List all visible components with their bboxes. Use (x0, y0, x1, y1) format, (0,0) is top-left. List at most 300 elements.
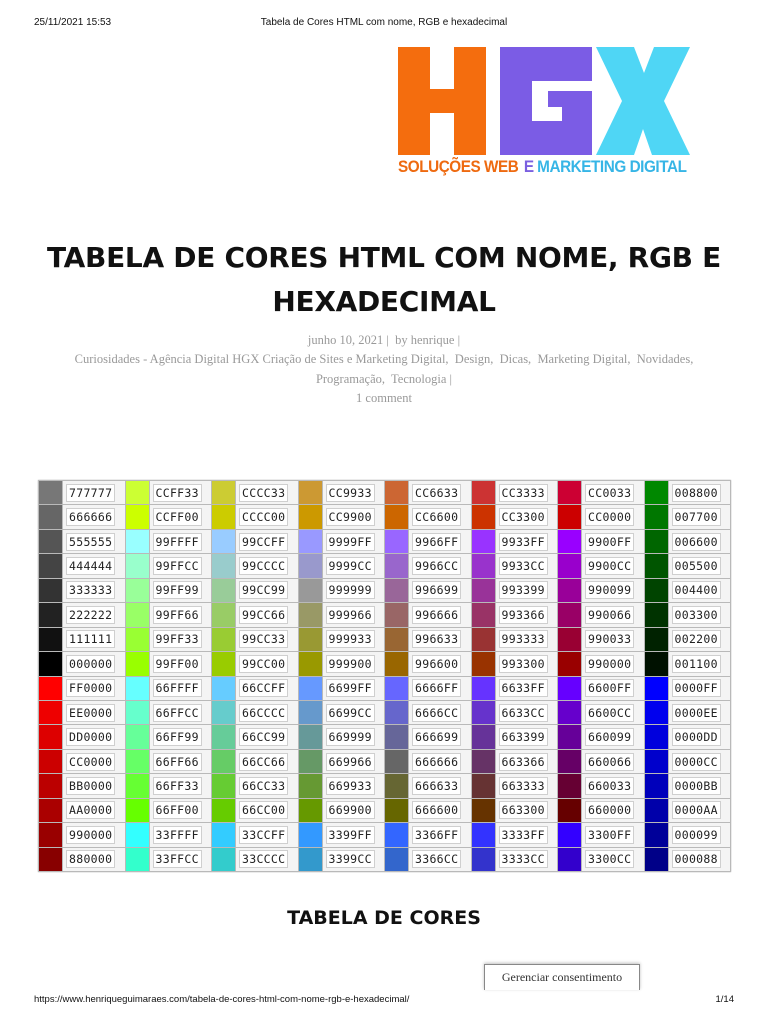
color-hex-cell (409, 676, 472, 700)
color-hex-code: AA0000 (66, 801, 115, 819)
post-meta-categories (30, 350, 738, 369)
color-hex-cell (63, 823, 126, 847)
color-swatch (212, 603, 236, 627)
color-hex-code: 666666 (412, 753, 461, 771)
color-hex-cell (149, 700, 212, 724)
color-swatch (644, 774, 668, 798)
color-hex-code: 9933CC (499, 557, 548, 575)
color-swatch (212, 481, 236, 505)
logo-tagline (398, 157, 687, 185)
color-hex-cell (236, 578, 299, 602)
color-swatch (298, 847, 322, 871)
color-hex-cell (582, 749, 645, 773)
color-hex-code: 9900FF (585, 533, 634, 551)
color-hex-cell (582, 774, 645, 798)
color-hex-cell (409, 481, 472, 505)
color-hex-code: 660099 (585, 728, 634, 746)
color-swatch (212, 505, 236, 529)
color-hex-code: 66CCCC (239, 704, 288, 722)
color-swatch (385, 700, 409, 724)
color-swatch (558, 749, 582, 773)
color-hex-cell (149, 823, 212, 847)
color-hex-code: 3366CC (412, 850, 461, 868)
color-hex-cell (236, 505, 299, 529)
print-doc-title: Tabela de Cores HTML com nome, RGB e hexadecimal (260, 17, 508, 28)
color-hex-cell (236, 627, 299, 651)
color-hex-code: DD0000 (66, 728, 115, 746)
color-hex-cell (409, 652, 472, 676)
color-hex-code: 990000 (66, 826, 115, 844)
color-swatch (39, 725, 63, 749)
color-swatch (212, 700, 236, 724)
color-hex-cell (495, 505, 558, 529)
color-hex-code: 993333 (499, 630, 548, 648)
color-hex-code: 66FF00 (153, 801, 202, 819)
color-table-row (39, 774, 731, 798)
color-hex-cell (63, 847, 126, 871)
color-hex-cell (495, 652, 558, 676)
color-swatch (558, 529, 582, 553)
category-link-novidades[interactable]: Novidades, (636, 352, 694, 366)
logo-tagline-part3: MARKETING DIGITAL (537, 157, 687, 176)
color-swatch (385, 652, 409, 676)
color-table-row (39, 627, 731, 651)
color-hex-cell (63, 700, 126, 724)
color-hex-cell (149, 505, 212, 529)
color-hex-code: 999966 (326, 606, 375, 624)
color-table-image (38, 480, 731, 872)
color-swatch (125, 603, 149, 627)
color-swatch (471, 823, 495, 847)
color-swatch (558, 554, 582, 578)
color-hex-code: 990033 (585, 630, 634, 648)
color-swatch (125, 823, 149, 847)
color-hex-code: 007700 (672, 508, 721, 526)
color-hex-cell (409, 603, 472, 627)
color-swatch (471, 774, 495, 798)
color-table-row (39, 749, 731, 773)
color-table (38, 480, 731, 872)
color-hex-code: 6666FF (412, 679, 461, 697)
color-hex-cell (236, 823, 299, 847)
color-hex-code: CC3333 (499, 484, 548, 502)
color-hex-cell (149, 652, 212, 676)
color-swatch (644, 749, 668, 773)
color-swatch (644, 627, 668, 651)
color-hex-cell (668, 603, 731, 627)
print-page-number: 1/14 (715, 994, 734, 1005)
color-swatch (644, 578, 668, 602)
color-hex-code: BB0000 (66, 777, 115, 795)
color-swatch (644, 505, 668, 529)
color-hex-code: CC9933 (326, 484, 375, 502)
color-hex-cell (149, 749, 212, 773)
color-hex-cell (63, 554, 126, 578)
color-hex-code: 33CCCC (239, 850, 288, 868)
color-swatch (298, 578, 322, 602)
color-swatch (558, 481, 582, 505)
color-hex-cell (236, 554, 299, 578)
color-swatch (298, 603, 322, 627)
consent-button[interactable]: Gerenciar consentimento (484, 964, 640, 990)
color-swatch (39, 529, 63, 553)
color-hex-cell (582, 529, 645, 553)
color-hex-code: 66FFCC (153, 704, 202, 722)
color-swatch (298, 700, 322, 724)
color-hex-cell (668, 481, 731, 505)
color-hex-code: 666600 (412, 801, 461, 819)
color-hex-code: 9966CC (412, 557, 461, 575)
logo-letter-g (500, 47, 592, 155)
color-swatch (385, 676, 409, 700)
color-hex-code: 9900CC (585, 557, 634, 575)
color-hex-cell (322, 847, 385, 871)
color-swatch (212, 529, 236, 553)
color-swatch (558, 774, 582, 798)
color-swatch (558, 627, 582, 651)
color-swatch (385, 847, 409, 871)
color-hex-code: 66CC33 (239, 777, 288, 795)
color-table-row (39, 725, 731, 749)
color-hex-cell (582, 554, 645, 578)
color-swatch (39, 823, 63, 847)
color-hex-cell (149, 847, 212, 871)
category-link-marketing-digital[interactable]: Marketing Digital, (537, 352, 631, 366)
color-hex-code: 0000CC (672, 753, 721, 771)
color-hex-cell (63, 505, 126, 529)
hgx-logo-letters (398, 47, 690, 155)
color-swatch (39, 578, 63, 602)
color-hex-cell (149, 554, 212, 578)
color-hex-cell (495, 554, 558, 578)
color-hex-code: 33FFFF (153, 826, 202, 844)
color-hex-cell (63, 676, 126, 700)
color-hex-code: 99CCFF (239, 533, 288, 551)
color-hex-cell (63, 652, 126, 676)
color-hex-code: 005500 (672, 557, 721, 575)
color-hex-cell (322, 505, 385, 529)
color-hex-cell (409, 700, 472, 724)
color-hex-cell (668, 578, 731, 602)
color-hex-cell (495, 529, 558, 553)
color-table-row (39, 554, 731, 578)
color-hex-code: 66CC66 (239, 753, 288, 771)
color-hex-cell (582, 578, 645, 602)
color-hex-cell (236, 749, 299, 773)
color-swatch (39, 627, 63, 651)
print-header (0, 17, 768, 31)
color-swatch (298, 481, 322, 505)
logo-letter-h (398, 47, 486, 155)
color-hex-code: 6600CC (585, 704, 634, 722)
category-link-tecnologia[interactable]: Tecnologia (391, 372, 447, 386)
color-hex-cell (582, 627, 645, 651)
color-swatch (471, 847, 495, 871)
color-hex-cell (63, 798, 126, 822)
color-swatch (558, 652, 582, 676)
color-swatch (125, 505, 149, 529)
color-swatch (471, 798, 495, 822)
print-url: https://www.henriqueguimaraes.com/tabela-de-cores-html-com-nome-rgb-e-hexadecimal/ (34, 994, 410, 1005)
color-hex-cell (236, 774, 299, 798)
color-hex-cell (63, 749, 126, 773)
color-swatch (125, 481, 149, 505)
category-link-curiosidades[interactable]: Curiosidades - Agência Digital HGX Criação de Sites e Marketing Digital, (74, 352, 449, 366)
print-datetime: 25/11/2021 15:53 (34, 17, 112, 28)
color-hex-code: CCFF00 (153, 508, 202, 526)
color-hex-cell (495, 676, 558, 700)
color-hex-code: 3333FF (499, 826, 548, 844)
color-swatch (558, 505, 582, 529)
color-hex-code: 660033 (585, 777, 634, 795)
color-hex-cell (582, 603, 645, 627)
color-hex-code: CCCC00 (239, 508, 288, 526)
color-table-row (39, 529, 731, 553)
post-meta-categories-2: Programação, Tecnologia | (315, 372, 453, 386)
color-hex-code: 990066 (585, 606, 634, 624)
color-hex-cell (668, 554, 731, 578)
color-hex-cell (495, 481, 558, 505)
color-swatch (471, 554, 495, 578)
color-hex-cell (322, 725, 385, 749)
color-table-row (39, 481, 731, 505)
color-hex-code: 99CC99 (239, 581, 288, 599)
color-hex-cell (322, 554, 385, 578)
color-hex-code: 999933 (326, 630, 375, 648)
color-swatch (471, 725, 495, 749)
color-hex-cell (63, 578, 126, 602)
color-swatch (471, 578, 495, 602)
color-hex-cell (495, 725, 558, 749)
color-table-row (39, 652, 731, 676)
color-hex-code: 669900 (326, 801, 375, 819)
section-heading: TABELA DE CORES (287, 907, 481, 929)
color-swatch (298, 505, 322, 529)
color-swatch (644, 676, 668, 700)
color-hex-cell (495, 603, 558, 627)
color-swatch (212, 847, 236, 871)
color-hex-code: 3399FF (326, 826, 375, 844)
color-hex-cell (668, 774, 731, 798)
color-swatch (385, 798, 409, 822)
color-swatch (471, 481, 495, 505)
color-hex-cell (149, 774, 212, 798)
color-hex-code: 99FF00 (153, 655, 202, 673)
color-hex-cell (668, 798, 731, 822)
color-hex-code: 6666CC (412, 704, 461, 722)
color-hex-cell (495, 798, 558, 822)
color-hex-code: 444444 (66, 557, 115, 575)
color-hex-cell (63, 627, 126, 651)
color-swatch (558, 700, 582, 724)
color-hex-code: 9999FF (326, 533, 375, 551)
color-hex-code: 99CC66 (239, 606, 288, 624)
color-swatch (125, 652, 149, 676)
color-swatch (385, 823, 409, 847)
color-hex-code: 990000 (585, 655, 634, 673)
color-swatch (298, 798, 322, 822)
color-hex-cell (63, 529, 126, 553)
color-hex-cell (322, 798, 385, 822)
color-swatch (385, 603, 409, 627)
color-hex-code: 999999 (326, 581, 375, 599)
color-swatch (385, 529, 409, 553)
color-hex-cell (582, 847, 645, 871)
color-hex-code: CC9900 (326, 508, 375, 526)
article-title: TABELA DE CORES HTML COM NOME, RGB E HEXADECIMAL (47, 241, 721, 318)
color-hex-code: 3366FF (412, 826, 461, 844)
color-hex-cell (668, 749, 731, 773)
color-hex-code: 0000FF (672, 679, 721, 697)
color-hex-cell (149, 603, 212, 627)
color-hex-code: 996633 (412, 630, 461, 648)
color-hex-code: 99FF66 (153, 606, 202, 624)
color-hex-code: 0000AA (672, 801, 721, 819)
color-swatch (644, 823, 668, 847)
comments-link[interactable]: 1 comment (356, 391, 412, 405)
color-swatch (125, 798, 149, 822)
color-hex-code: 6600FF (585, 679, 634, 697)
color-table-row (39, 847, 731, 871)
color-hex-cell (495, 749, 558, 773)
color-table-row (39, 603, 731, 627)
color-hex-cell (582, 823, 645, 847)
color-hex-code: CC0000 (585, 508, 634, 526)
color-swatch (212, 578, 236, 602)
color-swatch (385, 749, 409, 773)
color-swatch (125, 749, 149, 773)
color-swatch (212, 554, 236, 578)
category-link-design[interactable]: Design, (454, 352, 494, 366)
color-hex-cell (409, 578, 472, 602)
color-hex-code: 66FF99 (153, 728, 202, 746)
color-hex-cell (409, 725, 472, 749)
color-hex-code: 000088 (672, 850, 721, 868)
color-swatch (385, 481, 409, 505)
color-hex-cell (409, 554, 472, 578)
color-swatch (212, 652, 236, 676)
color-hex-code: 669999 (326, 728, 375, 746)
post-date: junho 10, 2021 (307, 333, 384, 347)
color-swatch (558, 676, 582, 700)
hgx-logo[interactable] (398, 47, 690, 187)
color-hex-cell (582, 798, 645, 822)
color-hex-code: CC0033 (585, 484, 634, 502)
color-hex-cell (495, 700, 558, 724)
author-link[interactable]: henrique (410, 333, 455, 347)
color-swatch (212, 749, 236, 773)
color-swatch (644, 529, 668, 553)
color-swatch (298, 725, 322, 749)
color-hex-code: 6633CC (499, 704, 548, 722)
color-swatch (39, 749, 63, 773)
color-hex-cell (409, 627, 472, 651)
color-hex-cell (236, 603, 299, 627)
color-swatch (558, 603, 582, 627)
color-hex-code: 9933FF (499, 533, 548, 551)
color-hex-code: 66CC00 (239, 801, 288, 819)
color-hex-code: CC0000 (66, 753, 115, 771)
color-hex-code: CCFF33 (153, 484, 202, 502)
color-swatch (644, 603, 668, 627)
color-swatch (125, 529, 149, 553)
color-hex-code: 33CCFF (239, 826, 288, 844)
color-table-row (39, 798, 731, 822)
color-hex-cell (409, 505, 472, 529)
color-table-row (39, 823, 731, 847)
color-table-row (39, 676, 731, 700)
color-swatch (39, 700, 63, 724)
color-hex-cell (63, 481, 126, 505)
color-hex-cell (322, 603, 385, 627)
color-swatch (125, 774, 149, 798)
color-swatch (212, 627, 236, 651)
color-hex-code: 0000DD (672, 728, 721, 746)
color-hex-cell (322, 823, 385, 847)
color-hex-code: 3300CC (585, 850, 634, 868)
color-hex-code: 111111 (66, 630, 115, 648)
color-hex-code: 660000 (585, 801, 634, 819)
color-swatch (385, 774, 409, 798)
color-hex-cell (582, 700, 645, 724)
color-swatch (558, 798, 582, 822)
color-hex-cell (322, 578, 385, 602)
color-hex-cell (236, 798, 299, 822)
color-table-row (39, 505, 731, 529)
color-swatch (644, 700, 668, 724)
color-hex-cell (668, 700, 731, 724)
color-hex-cell (668, 627, 731, 651)
color-swatch (558, 847, 582, 871)
color-swatch (125, 554, 149, 578)
color-swatch (385, 627, 409, 651)
color-hex-cell (322, 700, 385, 724)
color-hex-code: 000000 (66, 655, 115, 673)
color-hex-code: 3300FF (585, 826, 634, 844)
color-swatch (471, 676, 495, 700)
color-hex-cell (322, 749, 385, 773)
category-link-programacao[interactable]: Programação, (315, 372, 386, 386)
color-hex-code: 003300 (672, 606, 721, 624)
color-hex-code: 6699CC (326, 704, 375, 722)
color-hex-cell (409, 847, 472, 871)
post-meta-comments (30, 389, 738, 408)
category-link-dicas[interactable]: Dicas, (499, 352, 532, 366)
color-hex-cell (149, 578, 212, 602)
color-hex-cell (668, 676, 731, 700)
color-hex-cell (409, 823, 472, 847)
color-hex-cell (322, 652, 385, 676)
color-swatch (471, 749, 495, 773)
color-hex-code: CCCC33 (239, 484, 288, 502)
color-swatch (125, 725, 149, 749)
color-hex-code: CC6600 (412, 508, 461, 526)
color-swatch (558, 578, 582, 602)
color-swatch (644, 725, 668, 749)
color-swatch (298, 676, 322, 700)
color-hex-code: CC3300 (499, 508, 548, 526)
color-swatch (471, 627, 495, 651)
color-hex-code: 993399 (499, 581, 548, 599)
logo-letter-x (596, 47, 690, 155)
color-hex-code: CC6633 (412, 484, 461, 502)
color-swatch (644, 481, 668, 505)
color-swatch (298, 554, 322, 578)
color-hex-code: 666633 (412, 777, 461, 795)
color-swatch (298, 774, 322, 798)
color-table-row (39, 578, 731, 602)
color-hex-code: 990099 (585, 581, 634, 599)
